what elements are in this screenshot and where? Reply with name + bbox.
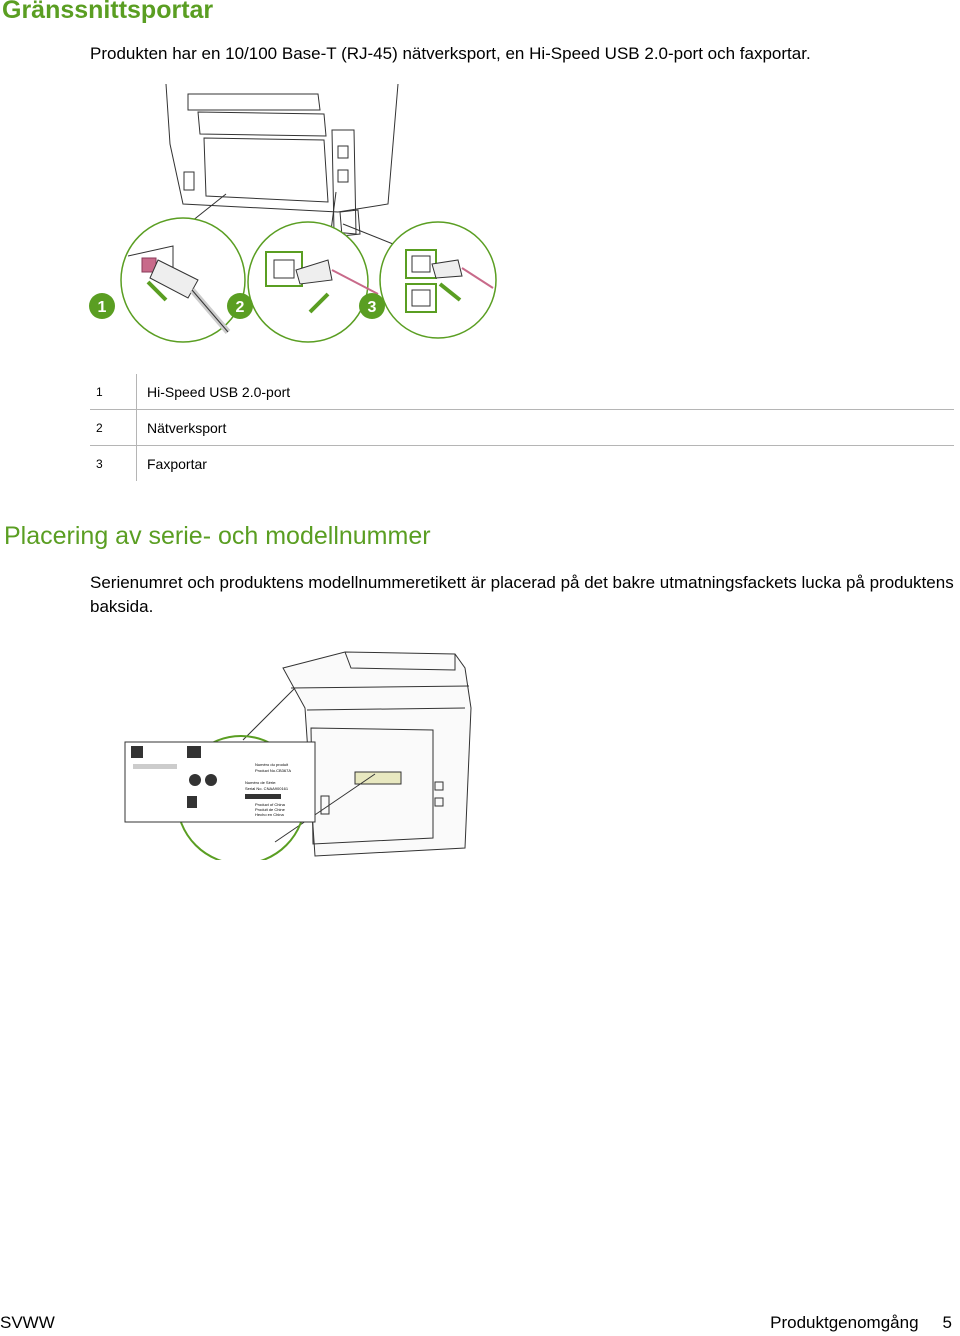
ports-legend-table bbox=[90, 374, 954, 481]
svg-text:2: 2 bbox=[235, 299, 245, 316]
svg-text:Numéro du produit: Numéro du produit bbox=[255, 762, 289, 767]
legend-row bbox=[90, 410, 954, 446]
legend-row bbox=[90, 374, 954, 410]
footer-left: SVWW bbox=[0, 1313, 55, 1332]
section-heading-interface-ports: Gränssnittsportar bbox=[2, 0, 214, 24]
legend-number: 2 bbox=[90, 410, 137, 446]
footer-right bbox=[770, 1313, 952, 1333]
legend-label: Hi-Speed USB 2.0-port bbox=[147, 383, 291, 400]
legend-label: Nätverksport bbox=[137, 410, 955, 446]
callout-1 bbox=[89, 293, 115, 319]
svg-text:Product of China: Product of China bbox=[255, 802, 285, 807]
callout-2 bbox=[227, 293, 253, 319]
ports-illustration bbox=[88, 84, 508, 352]
svg-text:Produit de Chine: Produit de Chine bbox=[255, 807, 285, 812]
legend-row bbox=[90, 446, 954, 482]
callout-3 bbox=[359, 293, 385, 319]
svg-text:Numéro de Série:: Numéro de Série: bbox=[245, 780, 277, 785]
svg-text:1: 1 bbox=[97, 299, 107, 316]
intro-paragraph: Produkten har en 10/100 Base-T (RJ-45) nätverksport, en Hi-Speed USB 2.0-port och faxportar. bbox=[90, 44, 811, 63]
legend-number: 1 bbox=[90, 374, 137, 410]
serial-label bbox=[125, 742, 315, 822]
serial-label-illustration bbox=[115, 648, 475, 860]
svg-text:Product No.CB367A: Product No.CB367A bbox=[255, 768, 292, 773]
footer-section-title: Produktgenomgång bbox=[770, 1313, 919, 1332]
page-number: 5 bbox=[942, 1313, 952, 1332]
legend-number: 3 bbox=[90, 446, 137, 482]
serial-paragraph: Serienumret och produktens modellnummeretikett är placerad på det bakre utmatningsfackets lucka på produktens baksida. bbox=[90, 573, 954, 616]
svg-text:Hecho en China: Hecho en China bbox=[255, 812, 284, 817]
svg-text:3: 3 bbox=[367, 299, 377, 316]
svg-text:Serial No. CNAA900161: Serial No. CNAA900161 bbox=[245, 786, 289, 791]
legend-label: Faxportar bbox=[137, 446, 955, 482]
section-heading-serial-model: Placering av serie- och modellnummer bbox=[4, 522, 431, 550]
